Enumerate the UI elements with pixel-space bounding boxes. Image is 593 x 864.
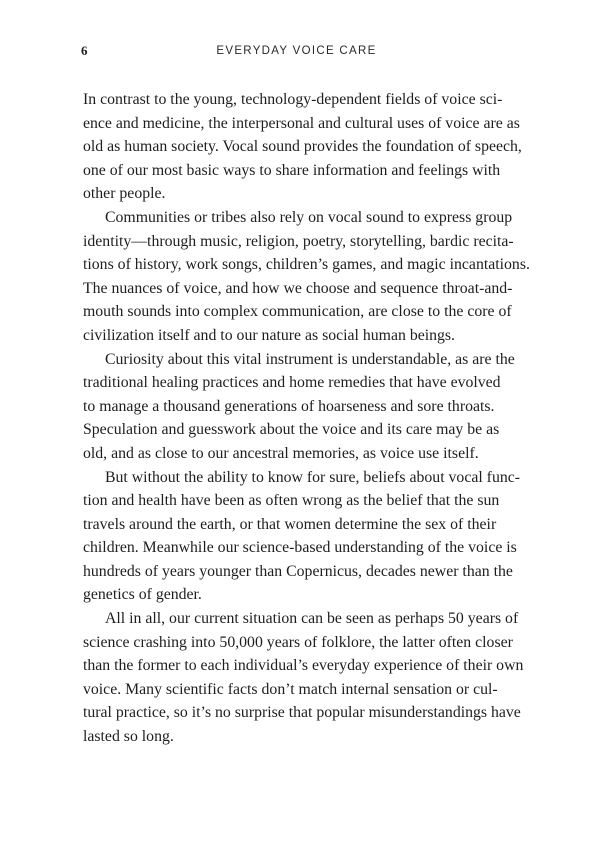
text-line: children. Meanwhile our science-based understanding of the voice is [83, 539, 517, 557]
text-line: tions of history, work songs, children’s games, and magic incantations. [83, 256, 530, 274]
text-line: to manage a thousand generations of hoarseness and sore throats. [83, 397, 495, 415]
text-line: hundreds of years younger than Copernicus, decades newer than the [83, 562, 513, 580]
body-text [83, 88, 530, 749]
text-line: But without the ability to know for sure, beliefs about vocal func- [105, 468, 521, 486]
text-line: Curiosity about this vital instrument is understandable, as are the [105, 350, 515, 368]
text-line: mouth sounds into complex communication, are close to the core of [83, 303, 512, 321]
text-line: All in all, our current situation can be seen as perhaps 50 years of [105, 610, 519, 628]
text-line: tural practice, so it’s no surprise that popular misunderstandings have [83, 704, 521, 722]
text-line: than the former to each individual’s everyday experience of their own [83, 657, 524, 675]
paragraph-2 [83, 206, 530, 348]
text-line: Communities or tribes also rely on vocal sound to express group [105, 208, 513, 226]
text-line: travels around the earth, or that women determine the sex of their [83, 515, 497, 533]
text-line: tion and health have been as often wrong as the belief that the sun [83, 492, 500, 510]
text-line: Speculation and guesswork about the voice and its care may be as [83, 421, 500, 439]
text-line: traditional healing practices and home remedies that have evolved [83, 374, 501, 392]
text-line: one of our most basic ways to share information and feelings with [83, 161, 501, 179]
page-header [0, 41, 593, 61]
paragraph-4 [83, 466, 521, 608]
text-line: In contrast to the young, technology-dependent fields of voice sci- [83, 91, 503, 108]
text-line: genetics of gender. [83, 586, 202, 604]
text-line: civilization itself and to our nature as social human beings. [83, 326, 456, 344]
text-line: voice. Many scientific facts don’t match internal sensation or cul- [83, 680, 498, 698]
paragraph-1 [83, 88, 522, 206]
text-line: identity—through music, religion, poetry, storytelling, bardic recita- [83, 232, 514, 250]
page-number: 6 [81, 43, 88, 58]
text-line: old, and as close to our ancestral memories, as voice use itself. [83, 444, 479, 462]
text-line: other people. [83, 185, 166, 203]
paragraph-3 [83, 348, 515, 466]
text-line: science crashing into 50,000 years of folklore, the latter often closer [83, 633, 513, 651]
text-line: old as human society. Vocal sound provides the foundation of speech, [83, 138, 522, 156]
text-line: ence and medicine, the interpersonal and cultural uses of voice are as [83, 114, 520, 132]
text-line: The nuances of voice, and how we choose and sequence throat-and- [83, 279, 513, 297]
paragraph-5 [83, 607, 524, 749]
running-head: EVERYDAY VOICE CARE [216, 45, 377, 57]
text-line: lasted so long. [83, 728, 174, 746]
